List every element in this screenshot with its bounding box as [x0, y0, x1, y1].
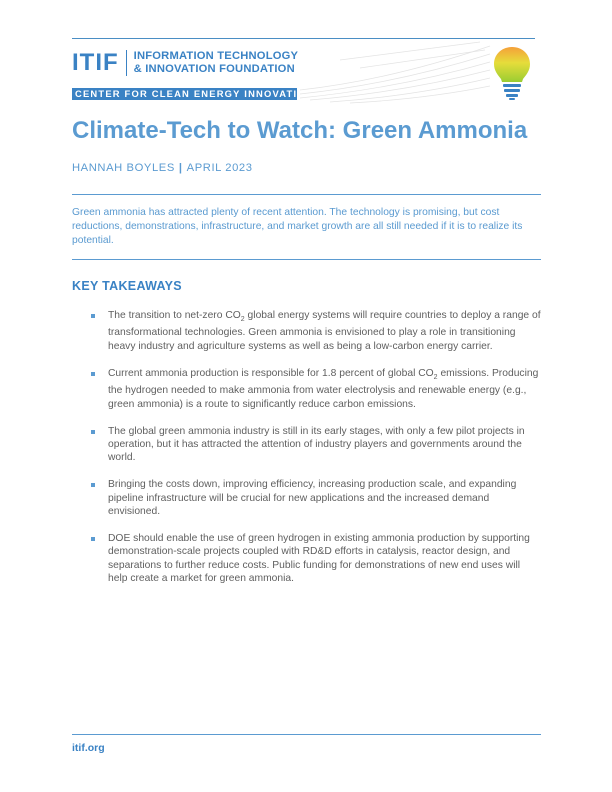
author-name: HANNAH BOYLES [72, 162, 175, 174]
bullet-icon [91, 314, 95, 318]
itif-logo [72, 50, 298, 76]
logo-mark: ITIF [72, 49, 119, 76]
key-takeaways-heading: KEY TAKEAWAYS [72, 279, 182, 293]
takeaway-item: Bringing the costs down, improving efficiency, increasing production scale, and expanding pipeline infrastructure will be crucial for new applications and the increased demand envisioned. [91, 478, 541, 518]
bullet-icon [91, 430, 95, 434]
center-name-banner: CENTER FOR CLEAN ENERGY INNOVATION [72, 88, 297, 100]
publication-date: APRIL 2023 [186, 162, 253, 174]
bullet-icon [91, 537, 95, 541]
bullet-icon [91, 483, 95, 487]
document-title: Climate-Tech to Watch: Green Ammonia [72, 117, 528, 144]
takeaway-item: Current ammonia production is responsible for 1.8 percent of global $CO_2$ emissions. Producing the hydrogen needed to make ammonia from water electrolysis and renewable energy (e.g., green ammonia) is a route to significantly reduce carbon emissions. [91, 367, 541, 411]
summary-paragraph: Green ammonia has attracted plenty of recent attention. The technology is promising, but cost reductions, demonstrations, infrastructure, and market growth are all still needed if it is to realize its potential. [72, 207, 523, 246]
takeaway-item: The global green ammonia industry is still in its early stages, with only a few pilot projects in operation, but it has attracted the attention of industry players and governments around the world. [91, 425, 541, 465]
key-takeaways-list [91, 309, 541, 599]
logo-org-name [134, 50, 299, 76]
bullet-icon [91, 372, 95, 376]
org-name-line1: INFORMATION TECHNOLOGY [133, 50, 299, 62]
logo-divider [126, 50, 127, 76]
byline-separator: | [178, 162, 183, 174]
summary-top-rule [72, 194, 541, 195]
takeaway-item: The transition to net-zero $CO_2$ global energy systems will require countries to deploy a range of transformational technologies. Green ammonia is envisioned to play a role in transitioning heavy industry and agriculture systems as well as being a low-carbon energy carrier. [91, 309, 541, 353]
decorative-sweep-lines [300, 40, 495, 104]
footer-site-link[interactable]: itif.org [72, 742, 105, 754]
takeaway-item: DOE should enable the use of green hydrogen in existing ammonia production by supporting demonstration-scale projects coupled with RD&D efforts in catalysis, reactor design, and separations to further reduce costs. Public funding for demonstrations of new end uses will help create a market for green ammonia. [91, 532, 541, 586]
lightbulb-icon [492, 46, 532, 102]
footer-rule [72, 734, 541, 735]
summary-bottom-rule [72, 259, 541, 260]
header-top-rule [72, 38, 535, 39]
org-name-line2: & INNOVATION FOUNDATION [133, 63, 295, 75]
byline [72, 162, 253, 174]
